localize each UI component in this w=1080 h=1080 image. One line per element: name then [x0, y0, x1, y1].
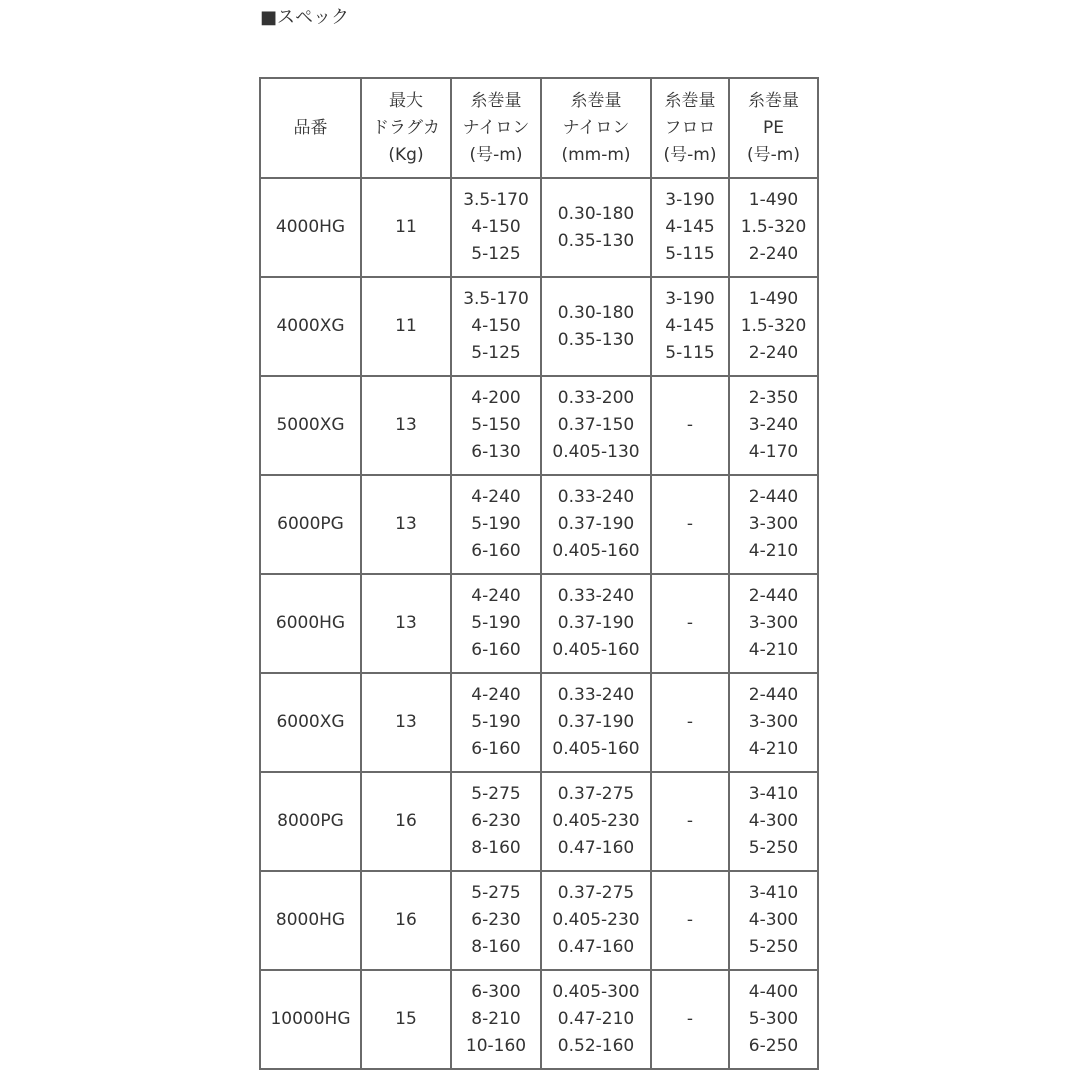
cell-line: 6-130	[471, 442, 521, 462]
cell-max-drag: 11	[361, 178, 451, 277]
cell-max-drag: 13	[361, 673, 451, 772]
table-row	[260, 970, 818, 1069]
cell-line: 1.5-320	[740, 316, 807, 336]
header-line: ドラグカ	[372, 117, 440, 138]
cell-line: -	[686, 613, 694, 633]
cell-line: 0.405-160	[552, 739, 640, 759]
cell-line: 0.37-190	[557, 514, 635, 534]
cell-fluoro	[651, 178, 729, 277]
cell-max-drag: 11	[361, 277, 451, 376]
cell-fluoro	[651, 376, 729, 475]
header-line: フロロ	[664, 117, 716, 138]
cell-pe	[729, 970, 818, 1069]
cell-line: 3-410	[748, 784, 799, 804]
cell-nylon-go	[451, 376, 541, 475]
cell-line: 0.37-190	[557, 613, 635, 633]
cell-line: 5-125	[471, 343, 521, 363]
cell-model: 6000HG	[260, 574, 361, 673]
cell-line: 0.47-160	[557, 937, 635, 957]
cell-nylon-go	[451, 772, 541, 871]
cell-line: 5-190	[471, 613, 521, 633]
cell-nylon-mm	[541, 772, 651, 871]
cell-max-drag: 16	[361, 871, 451, 970]
cell-line: 0.33-240	[557, 487, 635, 507]
cell-line: 0.47-160	[557, 838, 635, 858]
cell-line: 0.37-150	[557, 415, 635, 435]
cell-line: 0.35-130	[557, 230, 635, 251]
header-line: (号-m)	[747, 144, 800, 165]
cell-line: 4-210	[748, 739, 799, 759]
cell-line: -	[686, 415, 694, 435]
cell-line: 3-190	[665, 190, 715, 210]
cell-line: 6-160	[471, 739, 521, 759]
cell-line: 0.30-180	[557, 302, 635, 323]
cell-nylon-mm	[541, 475, 651, 574]
cell-line: 5-125	[471, 244, 521, 264]
header-line: (号-m)	[469, 144, 523, 165]
cell-line: -	[686, 1009, 694, 1029]
cell-line: 3.5-170	[463, 190, 529, 210]
cell-line: 4-145	[665, 316, 715, 336]
cell-line: 3-300	[748, 613, 799, 633]
cell-line: 3.5-170	[463, 289, 529, 309]
cell-line: 1.5-320	[740, 217, 807, 237]
table-row	[260, 772, 818, 871]
cell-line: 0.47-210	[557, 1009, 635, 1029]
cell-fluoro	[651, 871, 729, 970]
cell-nylon-go	[451, 970, 541, 1069]
cell-fluoro	[651, 475, 729, 574]
cell-pe	[729, 178, 818, 277]
cell-nylon-go	[451, 475, 541, 574]
cell-pe	[729, 673, 818, 772]
cell-nylon-mm	[541, 277, 651, 376]
cell-line: 2-350	[748, 388, 799, 408]
cell-line: 0.35-130	[557, 329, 635, 350]
header-line: 糸巻量	[664, 90, 716, 111]
cell-model: 10000HG	[260, 970, 361, 1069]
cell-model: 6000XG	[260, 673, 361, 772]
cell-pe	[729, 574, 818, 673]
cell-model: 8000PG	[260, 772, 361, 871]
cell-max-drag: 15	[361, 970, 451, 1069]
cell-pe	[729, 475, 818, 574]
cell-nylon-go	[451, 574, 541, 673]
cell-line: 3-300	[748, 514, 799, 534]
header-line: (号-m)	[663, 144, 717, 165]
header-nylon-mm	[541, 78, 651, 178]
cell-line: 5-275	[471, 784, 521, 804]
cell-line: 0.52-160	[557, 1036, 635, 1056]
cell-nylon-go	[451, 277, 541, 376]
spec-table	[259, 77, 819, 1070]
cell-nylon-mm	[541, 970, 651, 1069]
cell-nylon-mm	[541, 178, 651, 277]
header-line: (Kg)	[388, 144, 424, 165]
header-line: PE	[763, 117, 784, 138]
cell-line: 0.405-300	[552, 982, 640, 1002]
cell-line: 4-145	[665, 217, 715, 237]
table-row	[260, 475, 818, 574]
cell-line: 4-300	[748, 910, 799, 930]
cell-line: 4-240	[471, 586, 521, 606]
cell-line: 8-160	[471, 838, 521, 858]
cell-pe	[729, 376, 818, 475]
header-line: (mm-m)	[561, 144, 631, 165]
cell-nylon-go	[451, 673, 541, 772]
cell-line: 5-275	[471, 883, 521, 903]
cell-line: 4-210	[748, 541, 799, 561]
header-model	[260, 78, 361, 178]
cell-nylon-go	[451, 178, 541, 277]
table-row	[260, 673, 818, 772]
cell-model: 8000HG	[260, 871, 361, 970]
table-row	[260, 871, 818, 970]
cell-line: 0.405-160	[552, 541, 640, 561]
table-row	[260, 574, 818, 673]
cell-line: 8-160	[471, 937, 521, 957]
cell-line: 6-160	[471, 640, 521, 660]
cell-line: 4-210	[748, 640, 799, 660]
cell-line: 5-300	[748, 1009, 799, 1029]
header-line: ナイロン	[562, 117, 630, 138]
cell-line: 3-190	[665, 289, 715, 309]
cell-model: 4000XG	[260, 277, 361, 376]
cell-line: 4-150	[471, 217, 521, 237]
cell-nylon-go	[451, 871, 541, 970]
cell-line: 0.405-230	[552, 811, 640, 831]
cell-max-drag: 13	[361, 376, 451, 475]
cell-line: 6-300	[471, 982, 521, 1002]
cell-line: 0.33-240	[557, 586, 635, 606]
cell-line: 10-160	[465, 1036, 527, 1056]
cell-line: 1-490	[748, 289, 799, 309]
cell-line: 6-230	[471, 811, 521, 831]
table-row	[260, 277, 818, 376]
table-row	[260, 376, 818, 475]
cell-line: 5-115	[665, 343, 715, 363]
cell-line: -	[686, 910, 694, 930]
cell-nylon-mm	[541, 574, 651, 673]
header-fluoro	[651, 78, 729, 178]
cell-line: 0.37-190	[557, 712, 635, 732]
cell-line: 3-410	[748, 883, 799, 903]
spec-table-body	[260, 178, 818, 1069]
cell-line: 1-490	[748, 190, 799, 210]
cell-line: 2-440	[748, 487, 799, 507]
cell-max-drag: 16	[361, 772, 451, 871]
cell-line: -	[686, 514, 694, 534]
cell-fluoro	[651, 574, 729, 673]
cell-line: 2-240	[748, 244, 799, 264]
cell-pe	[729, 871, 818, 970]
cell-line: 0.405-160	[552, 640, 640, 660]
cell-line: 0.405-130	[552, 442, 640, 462]
header-line: 品番	[293, 117, 328, 138]
header-line: 糸巻量	[748, 90, 799, 111]
cell-line: 5-115	[665, 244, 715, 264]
header-max-drag	[361, 78, 451, 178]
cell-line: 0.37-275	[557, 784, 635, 804]
cell-fluoro	[651, 277, 729, 376]
cell-model: 5000XG	[260, 376, 361, 475]
spec-table-header	[260, 78, 818, 178]
cell-pe	[729, 772, 818, 871]
cell-line: 8-210	[471, 1009, 521, 1029]
cell-model: 6000PG	[260, 475, 361, 574]
header-line: 糸巻量	[470, 90, 522, 111]
header-line: ナイロン	[462, 117, 530, 138]
cell-line: 5-190	[471, 712, 521, 732]
cell-line: 4-240	[471, 487, 521, 507]
cell-line: 4-200	[471, 388, 521, 408]
cell-line: 2-240	[748, 343, 799, 363]
cell-nylon-mm	[541, 871, 651, 970]
cell-fluoro	[651, 970, 729, 1069]
table-row	[260, 178, 818, 277]
cell-line: 4-240	[471, 685, 521, 705]
cell-line: 0.405-230	[552, 910, 640, 930]
cell-line: 6-230	[471, 910, 521, 930]
cell-line: 0.33-240	[557, 685, 635, 705]
cell-line: 0.37-275	[557, 883, 635, 903]
header-row	[260, 78, 818, 178]
cell-line: 4-150	[471, 316, 521, 336]
cell-line: 0.30-180	[557, 203, 635, 224]
cell-line: 4-300	[748, 811, 799, 831]
cell-nylon-mm	[541, 673, 651, 772]
header-line: 最大	[389, 90, 423, 111]
header-line: 糸巻量	[570, 90, 622, 111]
cell-max-drag: 13	[361, 475, 451, 574]
section-heading: ■スペック	[260, 7, 350, 28]
cell-line: 4-170	[748, 442, 799, 462]
cell-line: 3-240	[748, 415, 799, 435]
cell-fluoro	[651, 772, 729, 871]
cell-max-drag: 13	[361, 574, 451, 673]
cell-line: 3-300	[748, 712, 799, 732]
cell-line: 5-250	[748, 937, 799, 957]
cell-line: 6-250	[748, 1036, 799, 1056]
cell-fluoro	[651, 673, 729, 772]
cell-line: 5-190	[471, 514, 521, 534]
cell-line: 5-150	[471, 415, 521, 435]
cell-line: 0.33-200	[557, 388, 635, 408]
cell-line: -	[686, 712, 694, 732]
cell-nylon-mm	[541, 376, 651, 475]
cell-line: 6-160	[471, 541, 521, 561]
cell-line: 2-440	[748, 685, 799, 705]
cell-line: -	[686, 811, 694, 831]
cell-line: 5-250	[748, 838, 799, 858]
cell-model: 4000HG	[260, 178, 361, 277]
cell-line: 4-400	[748, 982, 799, 1002]
header-pe	[729, 78, 818, 178]
cell-pe	[729, 277, 818, 376]
header-nylon-go	[451, 78, 541, 178]
cell-line: 2-440	[748, 586, 799, 606]
